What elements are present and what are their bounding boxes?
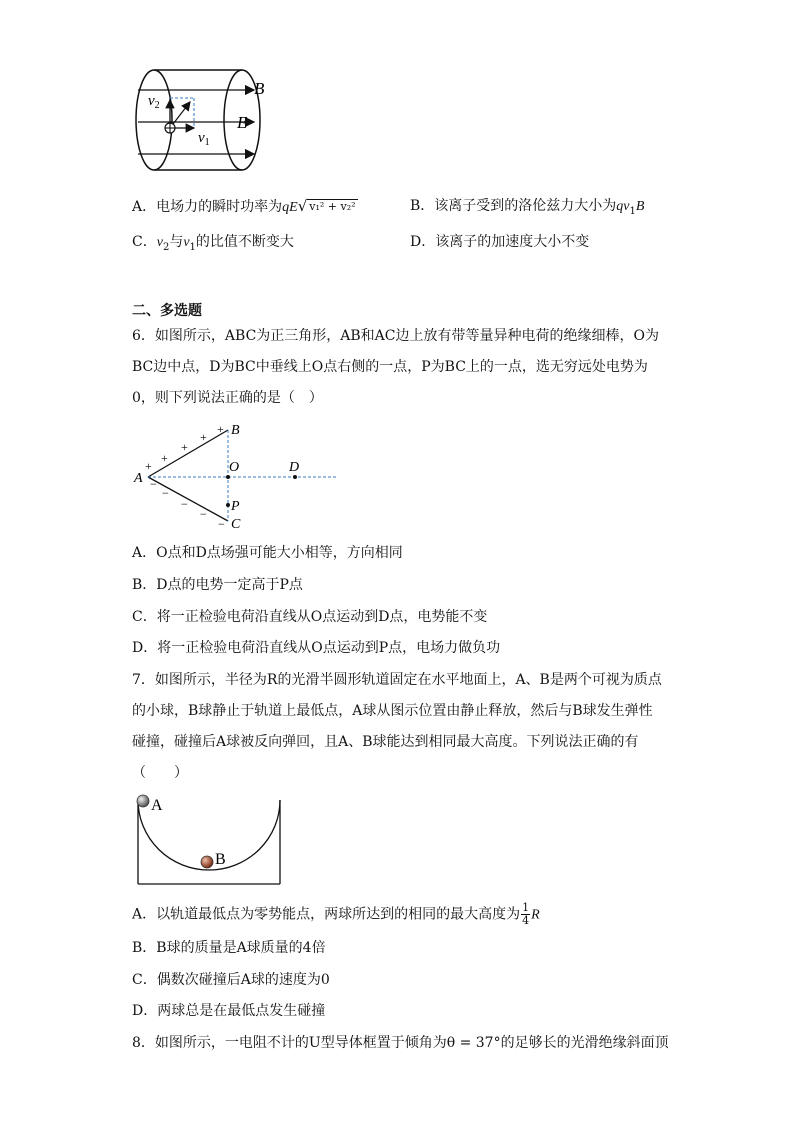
q6-option-d: D．将一正检验电荷沿直线从O点运动到P点，电场力做负功 [132,640,501,656]
svg-text:+: + [200,430,207,444]
rod-AC [148,477,228,521]
q7-line-4: （ ） [132,765,188,781]
point-D [293,475,297,479]
svg-text:−: − [150,477,157,491]
semicircle-track-figure [134,792,286,888]
q7-option-d: D．两球总是在最低点发生碰撞 [132,1003,326,1019]
q7-line-1: 7．如图所示，半径为R的光滑半圆形轨道固定在水平地面上，A、B是两个可视为质点 [132,672,662,688]
q7-option-a: A．以轨道最低点为零势能点，两球所达到的相同的最大高度为 $\frac{1}{4}$ R [132,901,540,927]
label-O: O [229,460,240,475]
ball-b [201,856,213,868]
label-B: B [231,423,240,438]
label-B: B [254,79,265,98]
cylinder-field-figure [128,62,278,182]
ball-a [137,795,149,807]
label-v1: $v_1$ [198,130,210,148]
q5-option-a: A．电场力的瞬时功率为qE√ v₁² + v₂² [132,197,356,215]
svg-text:+: + [145,459,152,473]
section-heading: 二、多选题 [132,303,202,319]
q6-line-2: BC边中点，D为BC中垂线上O点右侧的一点，P为BC上的一点，选无穷远处电势为 [132,359,648,375]
label-v2: $v_2$ [148,93,160,111]
svg-text:−: − [200,507,207,521]
q6-option-a: A．O点和D点场强可能大小相等，方向相同 [132,545,403,561]
q8-line-1: 8．如图所示，一电阻不计的U型导体框置于倾角为θ = 37°的足够长的光滑绝缘斜面顶 [132,1035,669,1051]
rod-AB [148,430,228,477]
q5-option-c: C．$v_2$与$v_1$的比值不断变大 [132,234,294,253]
svg-text:−: − [218,517,225,531]
cylinder-left-end [136,70,172,170]
point-O [226,475,230,479]
point-P [226,503,230,507]
q6-option-b: B．D点的电势一定高于P点 [132,577,303,593]
q5-option-d: D．该离子的加速度大小不变 [410,234,590,250]
label-ball-b: B [215,851,226,868]
label-D: D [289,460,300,475]
svg-text:−: − [162,486,169,500]
svg-text:−: − [181,497,188,511]
label-C: C [231,517,241,532]
svg-text:+: + [217,422,224,436]
label-A: A [134,471,143,486]
q6-line-1: 6．如图所示，ABC为正三角形，AB和AC边上放有带等量异种电荷的绝缘细棒，O为 [132,328,659,344]
q6-option-c: C．将一正检验电荷沿直线从O点运动到D点，电势能不变 [132,609,488,625]
label-E: E [237,113,248,132]
q6-line-3: 0，则下列说法正确的是（ ） [132,390,323,406]
svg-text:+: + [161,451,168,465]
svg-text:+: + [181,440,188,454]
q7-line-3: 碰撞，碰撞后A球被反向弹回，且A、B球能达到相同最大高度。下列说法正确的有 [132,734,639,750]
triangle-charge-figure [130,420,350,532]
q7-option-b: B．B球的质量是A球质量的4倍 [132,940,326,956]
q7-line-2: 的小球，B球静止于轨道上最低点，A球从图示位置由静止释放，然后与B球发生弹性 [132,703,653,719]
q5-option-b: B．该离子受到的洛伦兹力大小为$qv_1B$ [410,198,645,217]
q7-option-c: C．偶数次碰撞后A球的速度为0 [132,972,330,988]
label-ball-a: A [151,797,163,814]
label-P: P [231,499,240,514]
